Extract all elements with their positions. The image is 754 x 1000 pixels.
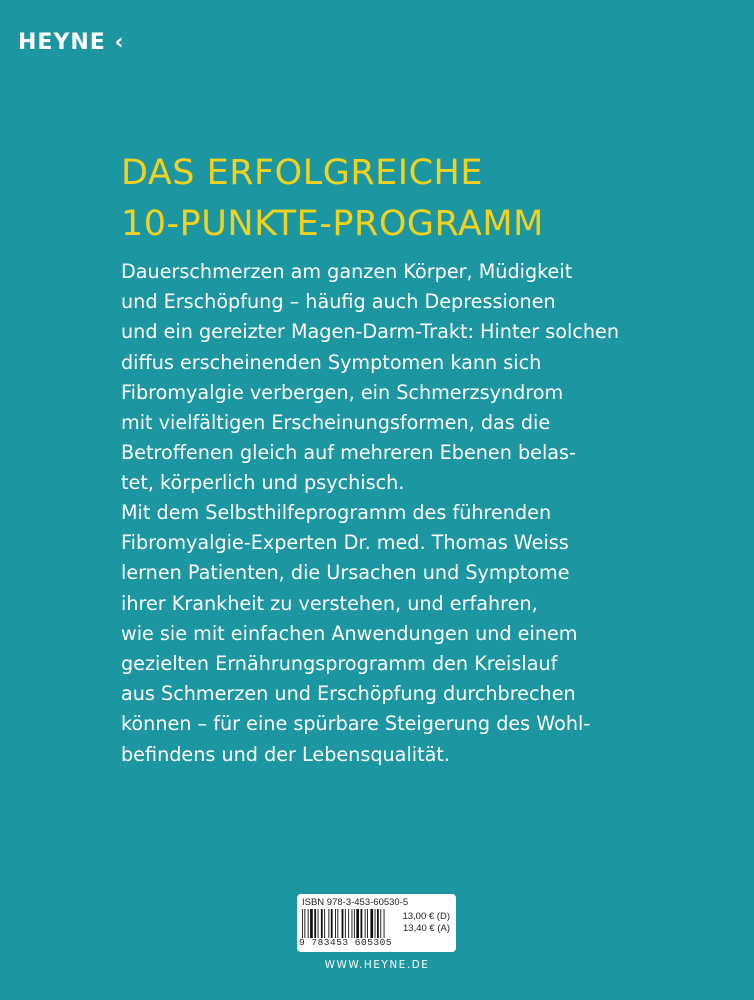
blurb-line: können – für eine spürbare Steigerung des Wohl-: [121, 712, 591, 736]
blurb-line: wie sie mit einfachen Anwendungen und einem: [121, 621, 578, 645]
isbn-text: ISBN 978-3-453-60530-5: [302, 897, 409, 908]
headline-line-1: DAS ERFOLGREICHE: [121, 153, 483, 193]
blurb-line: und Erschöpfung – häufig auch Depressionen: [121, 290, 556, 314]
price-austria: 13,40 € (A): [403, 923, 450, 934]
blurb-line: befindens und der Lebensqualität.: [121, 742, 451, 766]
blurb-line: Fibromyalgie verbergen, ein Schmerzsyndrom: [121, 380, 564, 404]
blurb-line: lernen Patienten, die Ursachen und Symptome: [121, 561, 570, 585]
blurb-line: Mit dem Selbsthilfeprogramm des führenden: [121, 501, 552, 524]
blurb-line: Dauerschmerzen am ganzen Körper, Müdigkeit: [121, 260, 573, 283]
publisher-website: WWW.HEYNE.DE: [324, 959, 430, 971]
publisher-name: HEYNE: [18, 30, 106, 55]
blurb-line: aus Schmerzen und Erschöpfung durchbrechen: [121, 682, 576, 706]
blurb-paragraph-1: [121, 257, 651, 499]
blurb-line: gezielten Ernährungsprogramm den Kreislauf: [121, 652, 558, 676]
blurb-line: Betroffenen gleich auf mehreren Ebenen belas-: [121, 441, 576, 465]
blurb-line: tet, körperlich und psychisch.: [121, 471, 405, 495]
blurb-line: mit vielfältigen Erscheinungsformen, das die: [121, 411, 551, 435]
blurb-line: Fibromyalgie-Experten Dr. med. Thomas Weiss: [121, 531, 569, 555]
blurb-line: diffus erscheinenden Symptomen kann sich: [121, 350, 542, 374]
blurb-line: ihrer Krankheit zu verstehen, und erfahren,: [121, 591, 538, 615]
blurb-line: und ein gereizter Magen-Darm-Trakt: Hinter solchen: [121, 320, 620, 344]
publisher-logo: [18, 30, 125, 55]
price-germany: 13,00 € (D): [402, 911, 450, 922]
barcode-graphic: [301, 909, 399, 938]
headline-line-2: 10-PUNKTE-PROGRAMM: [121, 204, 544, 244]
publisher-chevron-icon: ‹: [114, 30, 125, 55]
headline: [121, 148, 681, 250]
barcode-digits: 9 783453 605305: [299, 937, 393, 948]
blurb-paragraph-2: [121, 498, 651, 770]
barcode-label: [297, 894, 456, 952]
